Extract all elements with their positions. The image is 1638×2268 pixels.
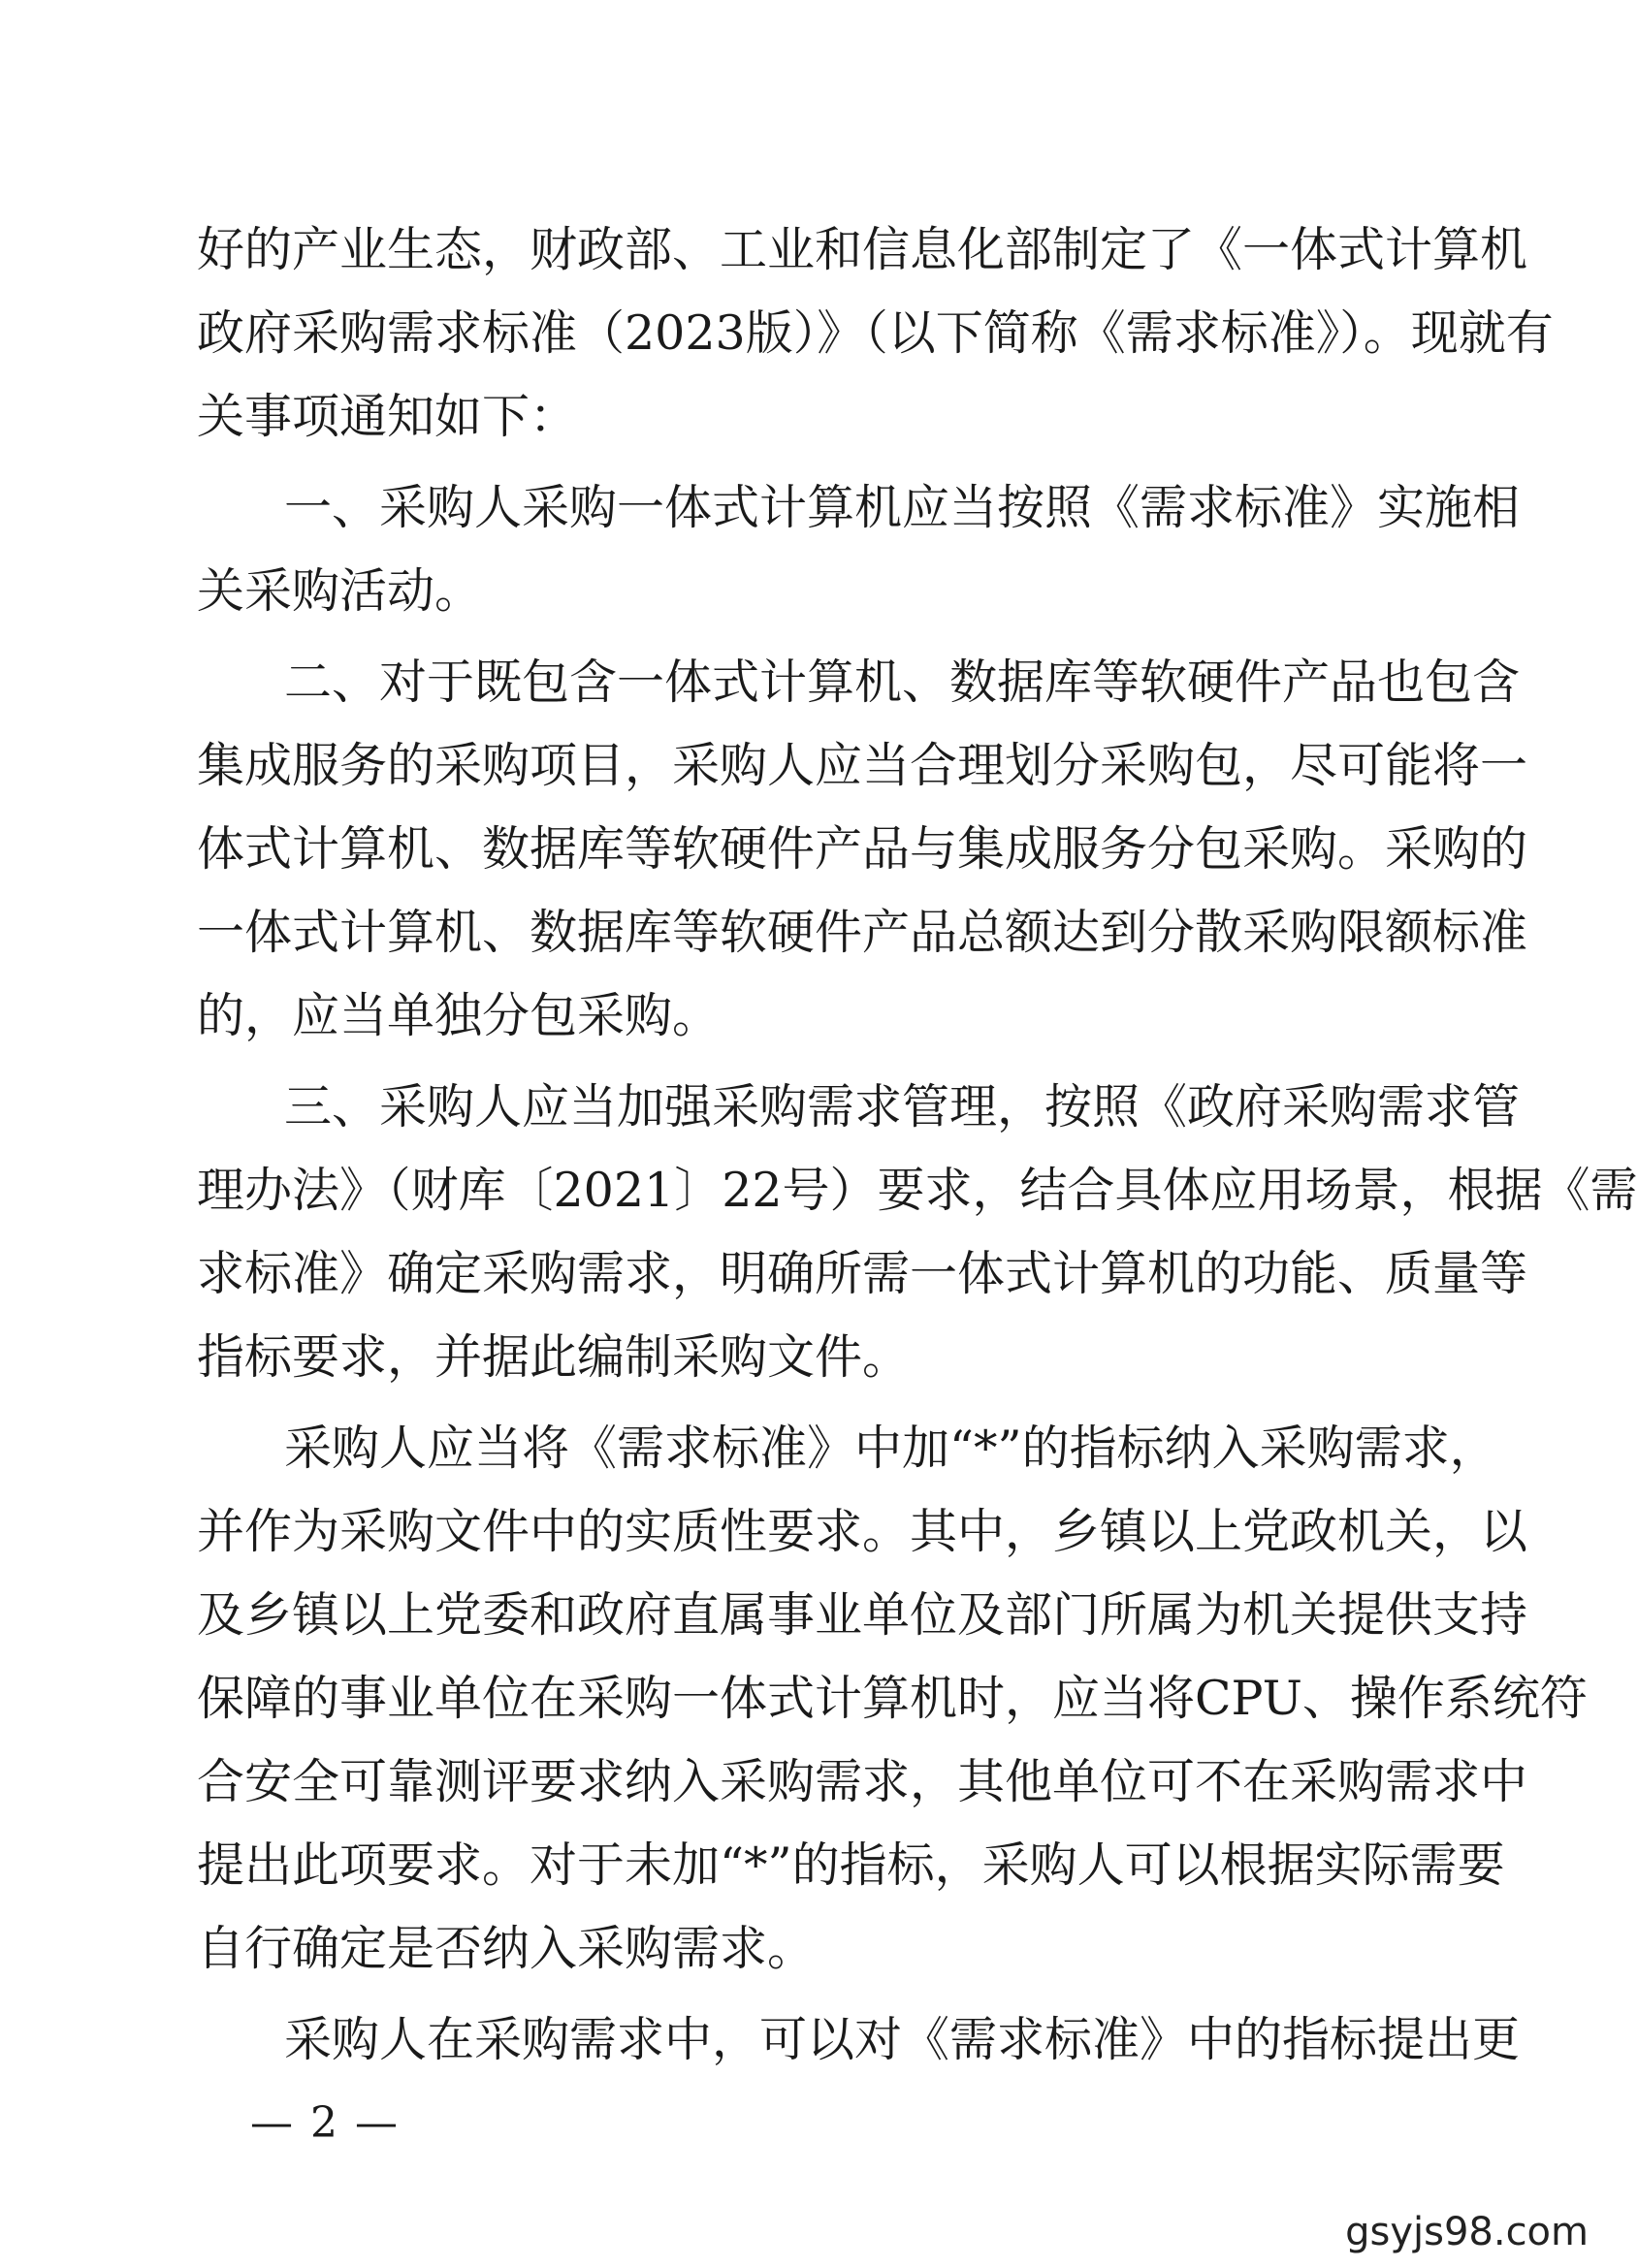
text-line: 好的产业生态，财政部、工业和信息化部制定了《一体式计算机	[197, 222, 1528, 277]
text-line: 指标要求，并据此编制采购文件。	[197, 1329, 911, 1385]
text-line: 的，应当单独分包采购。	[197, 988, 721, 1043]
text-line: 提出此项要求。对于未加“*”的指标，采购人可以根据实际需要	[197, 1837, 1505, 1893]
text-line: 自行确定是否纳入采购需求。	[197, 1921, 816, 1976]
text-line: 采购人在采购需求中，可以对《需求标准》中的指标提出更	[284, 2012, 1521, 2067]
text-line: 理办法》（财库〔2021〕22号）要求，结合具体应用场景，根据《需	[197, 1163, 1638, 1218]
text-line: 关事项通知如下：	[197, 389, 578, 444]
text-line: 政府采购需求标准（2023版）》（以下简称《需求标准》）。现就有	[197, 305, 1554, 361]
text-line: 三、采购人应当加强采购需求管理，按照《政府采购需求管	[284, 1079, 1521, 1134]
text-line: 二、对于既包含一体式计算机、数据库等软硬件产品也包含	[284, 655, 1521, 710]
text-line: 及乡镇以上党委和政府直属事业单位及部门所属为机关提供支持	[197, 1587, 1528, 1643]
text-line: 合安全可靠测评要求纳入采购需求，其他单位可不在采购需求中	[197, 1754, 1528, 1809]
text-line: 体式计算机、数据库等软硬件产品与集成服务分包采购。采购的	[197, 821, 1528, 877]
text-line: 采购人应当将《需求标准》中加“*”的指标纳入采购需求，	[284, 1421, 1497, 1476]
text-line: 并作为采购文件中的实质性要求。其中，乡镇以上党政机关，以	[197, 1504, 1528, 1559]
text-line: 保障的事业单位在采购一体式计算机时，应当将CPU、操作系统符	[197, 1671, 1588, 1726]
text-line: 求标准》确定采购需求，明确所需一体式计算机的功能、质量等	[197, 1246, 1528, 1301]
watermark: gsyjs98.com	[1345, 2210, 1589, 2254]
text-line: 集成服务的采购项目，采购人应当合理划分采购包，尽可能将一	[197, 738, 1528, 793]
text-line: 关采购活动。	[197, 563, 483, 619]
text-line: 一、采购人采购一体式计算机应当按照《需求标准》实施相	[284, 480, 1521, 535]
text-line: 一体式计算机、数据库等软硬件产品总额达到分散采购限额标准	[197, 905, 1528, 960]
page-number: — 2 —	[250, 2098, 400, 2148]
